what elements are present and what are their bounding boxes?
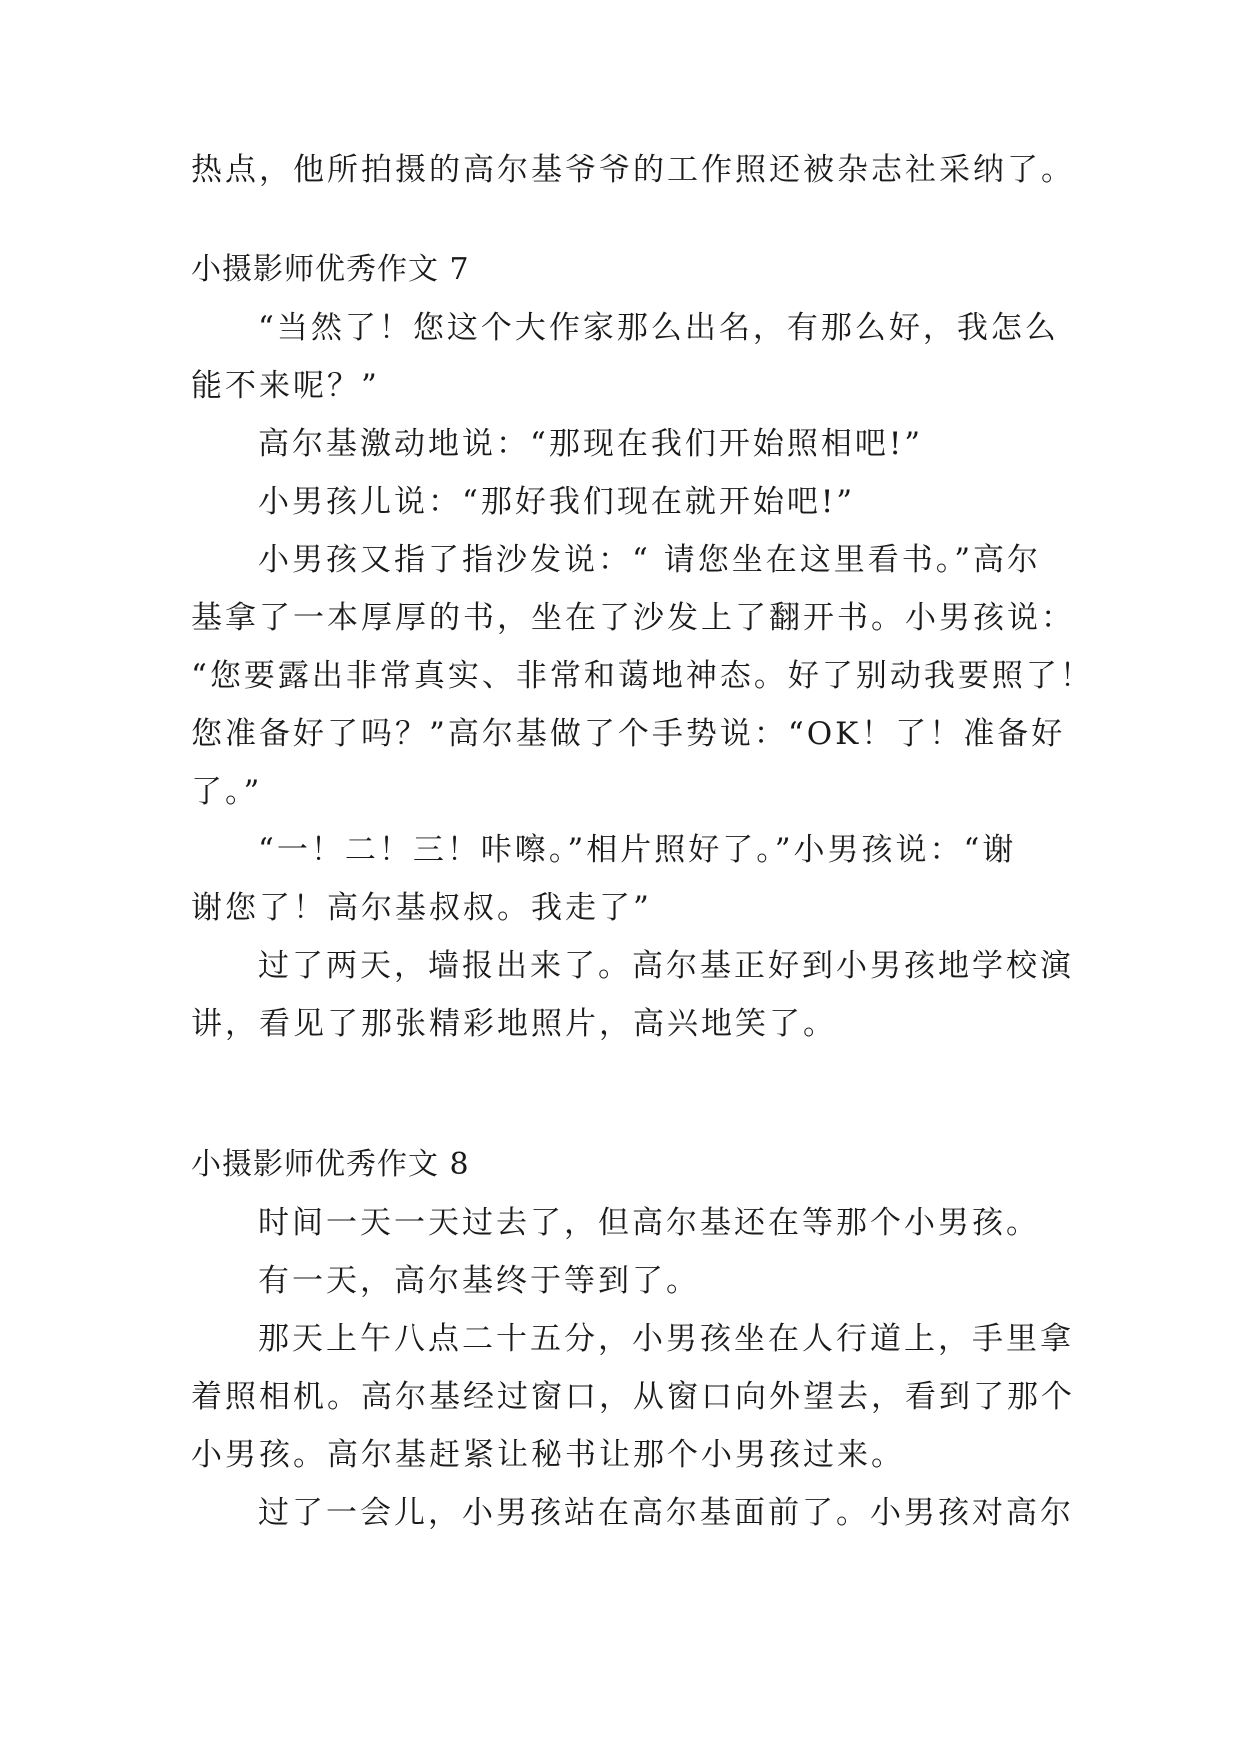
text-line: 能不来呢？” <box>191 368 380 404</box>
text-line: 那天上午八点二十五分，小男孩坐在人行道上，手里拿 <box>258 1321 1074 1357</box>
section-heading: 小摄影师优秀作文 7 <box>191 252 470 287</box>
text-line: “一！二！三！咔嚓。”相片照好了。”小男孩说：“谢 <box>258 832 1017 868</box>
text-line: 小男孩。高尔基赶紧让秘书让那个小男孩过来。 <box>191 1437 905 1473</box>
text-line: 高尔基激动地说：“那现在我们开始照相吧!” <box>258 426 924 462</box>
section-heading: 小摄影师优秀作文 8 <box>191 1147 470 1182</box>
section-7 <box>191 241 1094 1053</box>
text-line: 小男孩又指了指沙发说：“ 请您坐在这里看书。”高尔 <box>258 542 1042 578</box>
text-line: 过了两天，墙报出来了。高尔基正好到小男孩地学校演 <box>258 948 1074 984</box>
text-line: 有一天，高尔基终于等到了。 <box>258 1263 700 1299</box>
text-line: 讲，看见了那张精彩地照片，高兴地笑了。 <box>191 1006 837 1042</box>
text-line: “当然了！您这个大作家那么出名，有那么好，我怎么 <box>258 310 1059 346</box>
text-line: 着照相机。高尔基经过窗口，从窗口向外望去，看到了那个 <box>191 1379 1075 1415</box>
text-line: “您要露出非常真实、非常和蔼地神态。好了别动我要照了！ <box>191 658 1094 694</box>
text-line: 热点，他所拍摄的高尔基爷爷的工作照还被杂志社采纳了。 <box>191 152 1075 188</box>
continued-paragraph <box>191 141 1075 199</box>
section-8 <box>191 1136 1075 1542</box>
text-line: 时间一天一天过去了，但高尔基还在等那个小男孩。 <box>258 1205 1040 1241</box>
text-line: 基拿了一本厚厚的书，坐在了沙发上了翻开书。小男孩说： <box>191 600 1075 636</box>
text-line: 您准备好了吗？”高尔基做了个手势说：“OK！了！准备好 <box>191 716 1066 752</box>
text-line: 谢您了！高尔基叔叔。我走了” <box>191 890 652 926</box>
text-line: 了。” <box>191 774 263 810</box>
text-line: 小男孩儿说：“那好我们现在就开始吧!” <box>258 484 856 520</box>
text-line: 过了一会儿，小男孩站在高尔基面前了。小男孩对高尔 <box>258 1495 1074 1531</box>
